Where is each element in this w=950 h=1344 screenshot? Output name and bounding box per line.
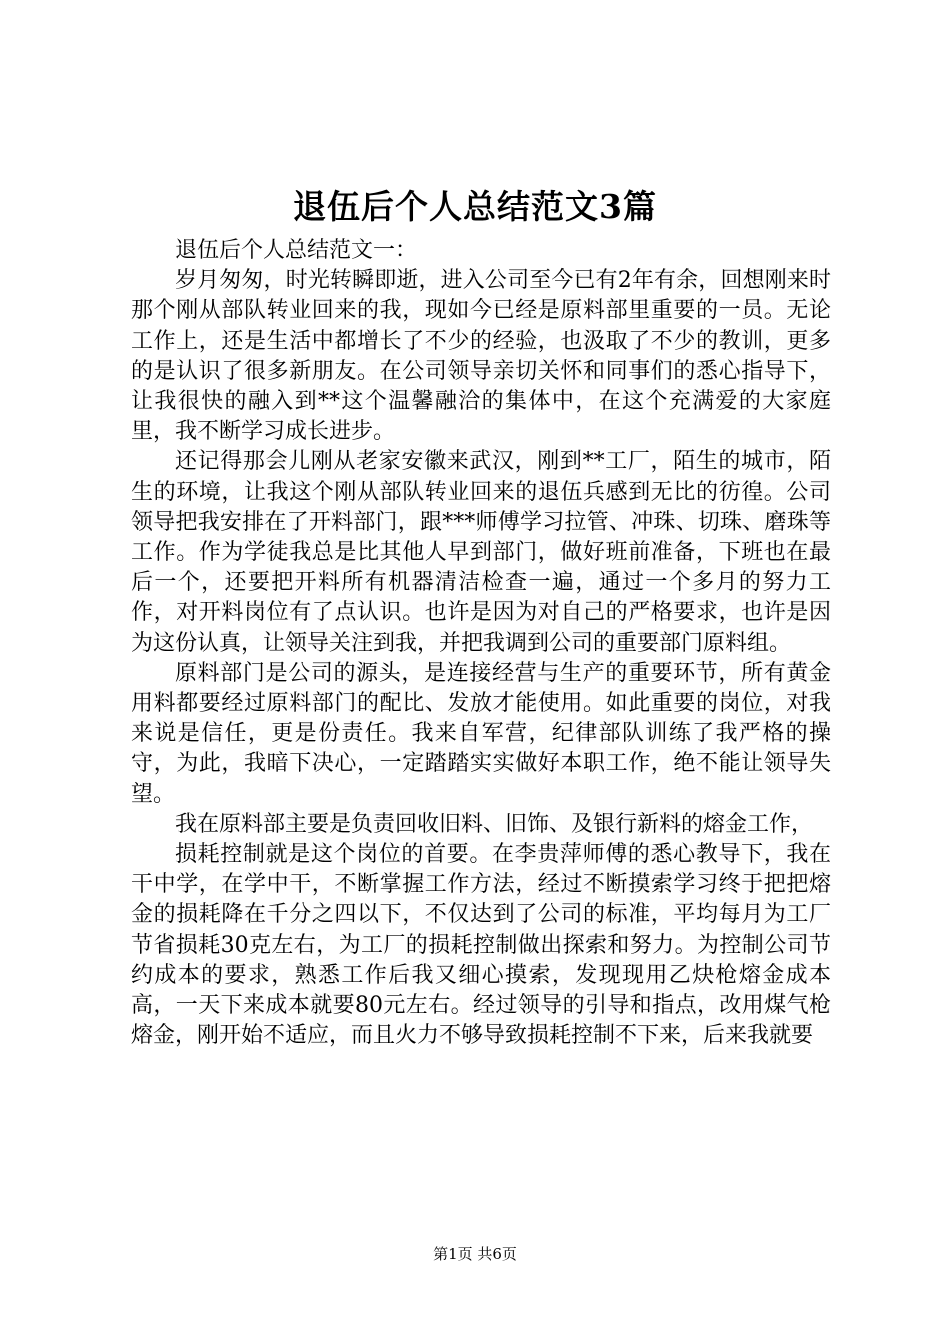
paragraph: 原料部门是公司的源头，是连接经营与生产的重要环节，所有黄金用料都要经过原料部门的配比、发放才能使用。如此重要的岗位，对我来说是信任，更是份责任。我来自军营，纪律部队训练了我严格的操守，为此，我暗下决心，一定踏踏实实做好本职工作，绝不能让领导失望。	[131, 660, 831, 807]
paragraph: 退伍后个人总结范文一：	[175, 238, 418, 263]
document-title: 退伍后个人总结范文3篇	[293, 187, 657, 226]
paragraph: 岁月匆匆，时光转瞬即逝，进入公司至今已有2年有余，回想刚来时那个刚从部队转业回来的我，现如今已经是原料部里重要的一员。无论工作上，还是生活中都增长了不少的经验，也汲取了不少的教训，更多的是认识了很多新朋友。在公司领导亲切关怀和同事们的悉心指导下，让我很快的融入到**这个温馨融洽的集体中，在这个充满爱的大家庭里，我不断学习成长进步。	[131, 268, 831, 445]
page-number-footer: 第1页 共6页	[433, 1245, 517, 1263]
paragraph: 还记得那会儿刚从老家安徽来武汉，刚到**工厂，陌生的城市，陌生的环境，让我这个刚从部队转业回来的退伍兵感到无比的彷徨。公司领导把我安排在了开料部门，跟***师傅学习拉管、冲珠、切珠、磨珠等工作。作为学徒我总是比其他人早到部门，做好班前准备，下班也在最后一个，还要把开料所有机器清洁检查一遍，通过一个多月的努力工作，对开料岗位有了点认识。也许是因为对自己的严格要求，也许是因为这份认真，让领导关注到我，并把我调到公司的重要部门原料组。	[131, 449, 831, 656]
paragraph: 损耗控制就是这个岗位的首要。在李贵萍师傅的悉心教导下，我在干中学，在学中干，不断掌握工作方法，经过不断摸索学习终于把把熔金的损耗降在千分之四以下，不仅达到了公司的标准，平均每月为工厂节省损耗30克左右，为工厂的损耗控制做出探索和努力。为控制公司节约成本的要求，熟悉工作后我又细心摸索，发现现用乙炔枪熔金成本高，一天下来成本就要80元左右。经过领导的引导和指点，改用煤气枪熔金，刚开始不适应，而且火力不够导致损耗控制不下来，后来我就要	[131, 842, 831, 1049]
paragraph: 我在原料部主要是负责回收旧料、旧饰、及银行新料的熔金工作，	[175, 811, 814, 837]
document-body	[131, 236, 831, 1051]
